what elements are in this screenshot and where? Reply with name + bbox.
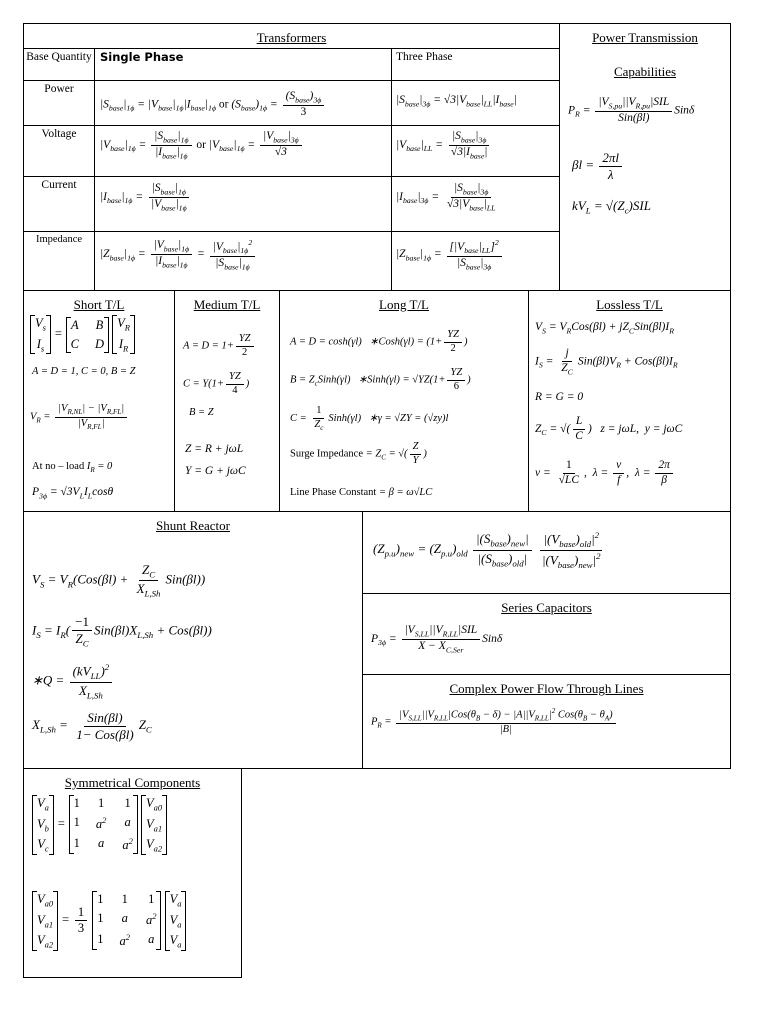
p3phase-formula: $P_{3\phi} = √3V_LI_L\cos\theta$ (32, 486, 114, 501)
shunt-vs-formula: $V_S = V_R(Cos(\beta l)$ + $\frac{Z_C}{X_{L,Sh}}$ Sin(βl)) (32, 562, 206, 599)
voltage-regulation-formula: $V_R$ = $\frac{|V_{R,NL}| - |V_{R,FL}|}{|V_{R,FL}|}$ (30, 403, 129, 431)
symmetrical-components-section (23, 768, 242, 978)
shunt-reactor-section (23, 511, 363, 769)
three-phase-header: Three Phase (396, 51, 453, 63)
medium-z-formula: Z = R + jωL (185, 443, 244, 455)
no-load-formula: At no – load $I_R = 0$ (32, 461, 113, 475)
shunt-is-formula: $I_S = I_R$( $\frac{-1}{Z_C}$ $Sin(\beta l)X_{L,Sh} + Cos(\beta l)$) (32, 614, 212, 649)
row-impedance-label: Impedance (35, 234, 83, 245)
long-c-formula: C = $\frac{1}{Z_c}$ Sinh(γl) ∗γ = √ZY = (√zy)l (290, 405, 449, 432)
impedance-single-phase-formula: $|Z_{base}|_{1\phi}$ = $\frac{|V_{base}|_{1\phi}}{|I_{base}|_{1\phi}}$ = $\frac{|V_{base}|_{1\phi}^2}{|S_{base}|_{1\phi}}$ (100, 238, 257, 271)
power-single-phase-formula: $|S_{base}|_{1\phi} = |V_{base}|_{1\phi}|I_{base}|_{1\phi}$ or $(S_{base})_{1\phi}$ = $\frac{(S_{base})_{3\phi}}{3}$ (100, 90, 326, 119)
current-single-phase-formula: $|I_{base}|_{1\phi}$ = $\frac{|S_{base}|_{1\phi}}{|V_{base}|_{1\phi}}$ (100, 182, 192, 212)
medium-tl-section (174, 290, 280, 512)
complex-power-title: Complex Power Flow Through Lines (449, 681, 644, 696)
power-three-phase-formula: $|S_{base}|_{3\phi} = √3|V_{base}|_{LL}|I_{base}|$ (396, 94, 517, 109)
or-text-2: or (196, 138, 206, 151)
kvl-formula: $kV_L = √(Z_c)SIL$ (572, 198, 651, 216)
pr-capability-formula: $P_R$ = $\frac{|V_{S,pu}||V_{R,pu}|SIL}{\text{Sin(βl)}}$ Sinδ (568, 96, 695, 124)
symmetrical-components-title: Symmetrical Components (64, 775, 201, 790)
medium-tl-title: Medium T/L (193, 297, 261, 312)
complex-power-section (362, 674, 731, 769)
symmetrical-forward-matrix: $V_a$ $V_b$ $V_c$ = 1 1 1 1 $a^2$ a 1 a $a^2$ $V_{a0}$ $V_{a1}$ $V_{a2}$ (32, 795, 167, 855)
medium-c-formula: C = Y(1+ $\frac{YZ}{4}$ ) (183, 371, 250, 396)
short-tl-title: Short T/L (73, 297, 125, 312)
series-capacitors-section (362, 593, 731, 675)
lossless-zc-formula: $Z_C$ = √( $\frac{L}{C}$ ) z = jωL, y = jωC (535, 415, 683, 442)
voltage-single-phase-formula: $|V_{base}|_{1\phi}$ = $\frac{|S_{base}|_{1\phi}}{|I_{base}|_{1\phi}}$ or $|V_{base}|_{1\phi}$ = $\frac{|V_{base}|_{3\phi}}{√3}$ (100, 130, 304, 160)
capabilities-subtitle: Capabilities (613, 64, 677, 79)
row-voltage-label: Voltage (41, 128, 77, 140)
medium-b-formula: B = Z (189, 407, 214, 418)
impedance-three-phase-formula: $|Z_{base}|_{1\phi}$ = $\frac{[|V_{base}|_{LL}]^2}{|S_{base}|_{3\phi}}$ (396, 238, 504, 271)
lossless-vs-formula: $V_S = V_RCos(\beta l) + jZ_CSin(\beta l)I_R$ (535, 321, 674, 336)
shunt-xlsh-formula: $X_{L,Sh}$ = $\frac{\text{Sin(βl)}}{\text{1− Cos(βl)}}$ $Z_C$ (32, 710, 152, 742)
base-quantity-header: Base Quantity (26, 51, 92, 63)
shunt-q-formula: ∗Q = $\frac{(kV_{LL})^2}{X_{L,Sh}}$ (32, 662, 114, 701)
row-power-label: Power (44, 83, 74, 95)
long-tl-title: Long T/L (379, 297, 429, 312)
shunt-reactor-title: Shunt Reactor (155, 518, 230, 533)
short-tl-section (23, 290, 175, 512)
surge-impedance-label: Surge Impedance (290, 448, 363, 460)
row-current-label: Current (41, 179, 77, 191)
power-transmission-section (559, 23, 731, 291)
lossless-v-lambda-formula: v = $\frac{1}{√LC}$ , λ = $\frac{v}{f}$ , λ = $\frac{2\pi}{\beta}$ (535, 459, 675, 488)
no-load-label: At no – load (32, 461, 85, 472)
medium-ad-formula: A = D = 1+ $\frac{YZ}{2}$ (183, 333, 256, 359)
medium-y-formula: Y = G + jωC (185, 465, 246, 477)
phase-constant-label: Line Phase Constant (290, 487, 377, 498)
current-three-phase-formula: $|I_{base}|_{3\phi}$ = $\frac{|S_{base}|_{3\phi}}{√3|V_{base}|_{LL}}$ (396, 182, 496, 212)
symmetrical-inverse-matrix: $V_{a0}$ $V_{a1}$ $V_{a2}$ = $\frac{1}{3}$ 1 1 1 1 a $a^2$ 1 $a^2$ a $V_a$ $V_a$ $V_a$ (32, 891, 186, 951)
transformers-section (23, 23, 560, 291)
series-capacitors-title: Series Capacitors (501, 600, 592, 615)
complex-power-formula: $P_R$ = $\frac{|V_{S,LL}||V_{R,LL}|Cos(\theta_B - \delta) - |A||V_{R,LL}|^2 Cos(\theta_B - \theta_A)}{|B|}$ (371, 707, 618, 737)
phase-constant-formula: Line Phase Constant = β = ω√LC (290, 487, 433, 498)
lossless-tl-title: Lossless T/L (596, 297, 663, 312)
per-unit-change-section (362, 511, 731, 594)
long-tl-section (279, 290, 529, 512)
long-ad-formula: A = D = cosh(γl) ∗Cosh(γl) = (1+ $\frac{YZ}{2}$ ) (290, 329, 468, 354)
lossless-is-formula: $I_S$ = $\frac{j}{Z_C}$ $Sin(\beta l)V_R + Cos(\beta l)I_R$ (535, 347, 678, 377)
single-phase-header: Single Phase (100, 50, 184, 64)
short-tl-matrix: $V_s$ $I_s$ = A B C D $V_R$ $I_R$ (30, 315, 135, 354)
per-unit-change-formula: $(Z_{p.u})_{new} = (Z_{p.u})_{old}$ $\frac{|(S_{base})_{new}|}{|(S_{base})_{old}|}$ $\frac{|(V_{base})_{old}|^2}{|(V_{base})_{new}|^2}$ (373, 530, 601, 570)
transformers-title: Transformers (256, 30, 327, 45)
surge-impedance-formula: Surge Impedance = $Z_C$ = √( $\frac{Z}{Y}$ ) (290, 441, 427, 466)
lossless-tl-section (528, 290, 731, 512)
long-b-formula: $B = Z_cSinh(\gamma l)$ ∗Sinh(γl) = √YZ(1+ $\frac{YZ}{6}$ ) (290, 367, 471, 392)
lossless-rg-formula: R = G = 0 (535, 391, 584, 403)
short-tl-abcd: A = D = 1, C = 0, B = Z (32, 366, 136, 377)
power-transmission-title: Power Transmission (592, 30, 698, 45)
beta-l-formula: βl = $\frac{2\pi l}{\lambda}$ (572, 150, 624, 182)
series-cap-formula: $P_{3\phi}$ = $\frac{|V_{S,LL}||V_{R,LL}|SIL}{X - X_{C,Ser}}$ Sinδ (371, 624, 503, 654)
voltage-three-phase-formula: $|V_{base}|_{LL}$ = $\frac{|S_{base}|_{3\phi}}{√3|I_{base}|}$ (396, 130, 488, 160)
or-text-1: or (218, 98, 229, 111)
